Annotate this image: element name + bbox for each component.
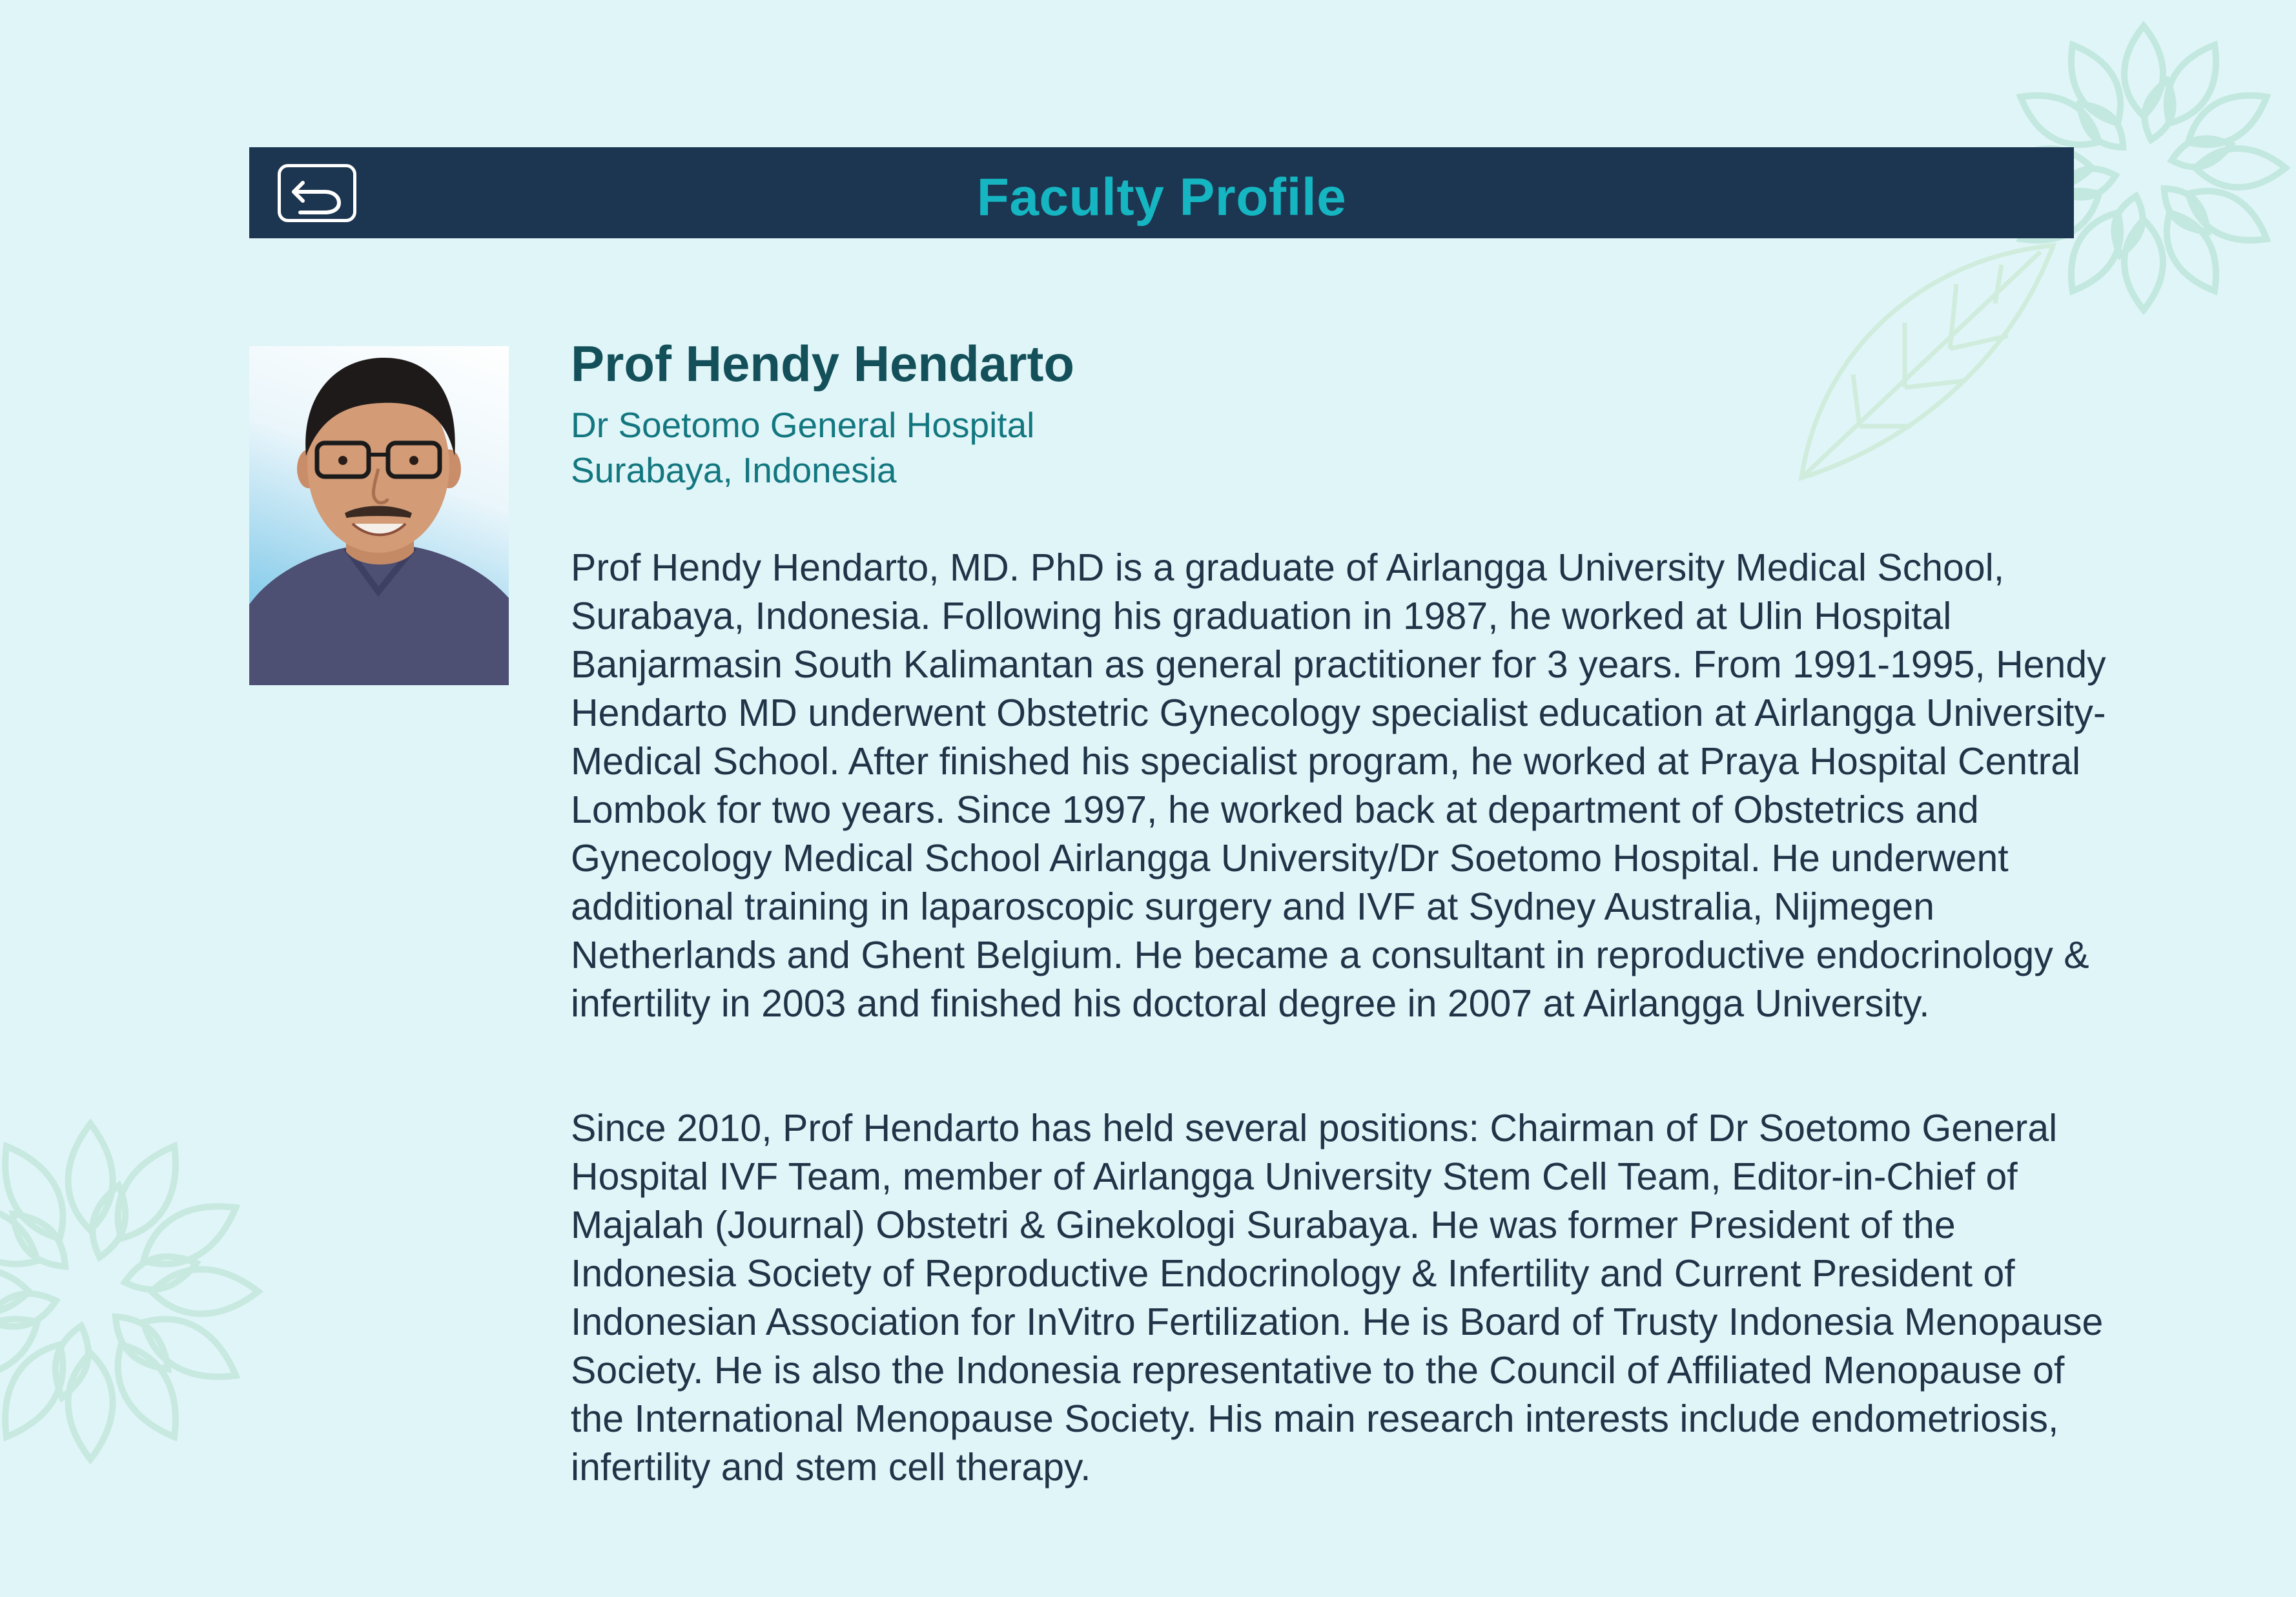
profile-photo: [249, 346, 509, 685]
hospital-name: Dr Soetomo General Hospital: [571, 405, 1035, 445]
floral-decoration: [1782, 13, 2296, 504]
floral-decoration: [0, 1007, 439, 1597]
faculty-name: Prof Hendy Hendarto: [571, 335, 1075, 392]
location: Surabaya, Indonesia: [571, 450, 897, 490]
page-title: Faculty Profile: [976, 168, 1347, 227]
bio-paragraph: Prof Hendy Hendarto, MD. PhD is a graduate of Airlangga University Medical School, Surabaya, Indonesia. Following his graduation in 1987, he worked at Ulin Hospital Banjarmasin South Kalimantan as general practitioner for 3 years. From 1991-1995, Hendy Hendarto MD underwent Obstetric Gynecology specialist education at Airlangga University-Medical School. After finished his specialist program, he worked at Praya Hospital Central Lombok for two years. Since 1997, he worked back at department of Obstetrics and Gynecology Medical School Airlangga University/Dr Soetomo Hospital. He underwent additional training in laparoscopic surgery and IVF at Sydney Australia, Nijmegen Netherlands and Ghent Belgium. He became a consultant in reproductive endocrinology & infertility in 2003 and finished his doctoral degree in 2007 at Airlangga University.: [571, 546, 2106, 1025]
header-bar: [249, 147, 2074, 238]
bio-paragraph: Since 2010, Prof Hendarto has held several positions: Chairman of Dr Soetomo General Hospital IVF Team, member of Airlangga University Stem Cell Team, Editor-in-Chief of Majalah (Journal) Obstetri & Ginekologi Surabaya. He was former President of the Indonesia Society of Reproductive Endocrinology & Infertility and Current President of Indonesian Association for InVitro Fertilization. He is Board of Trusty Indonesia Menopause Society. He is also the Indonesia representative to the Council of Affiliated Menopause of the International Menopause Society. His main research interests include endometriosis, infertility and stem cell therapy.: [571, 1107, 2104, 1489]
